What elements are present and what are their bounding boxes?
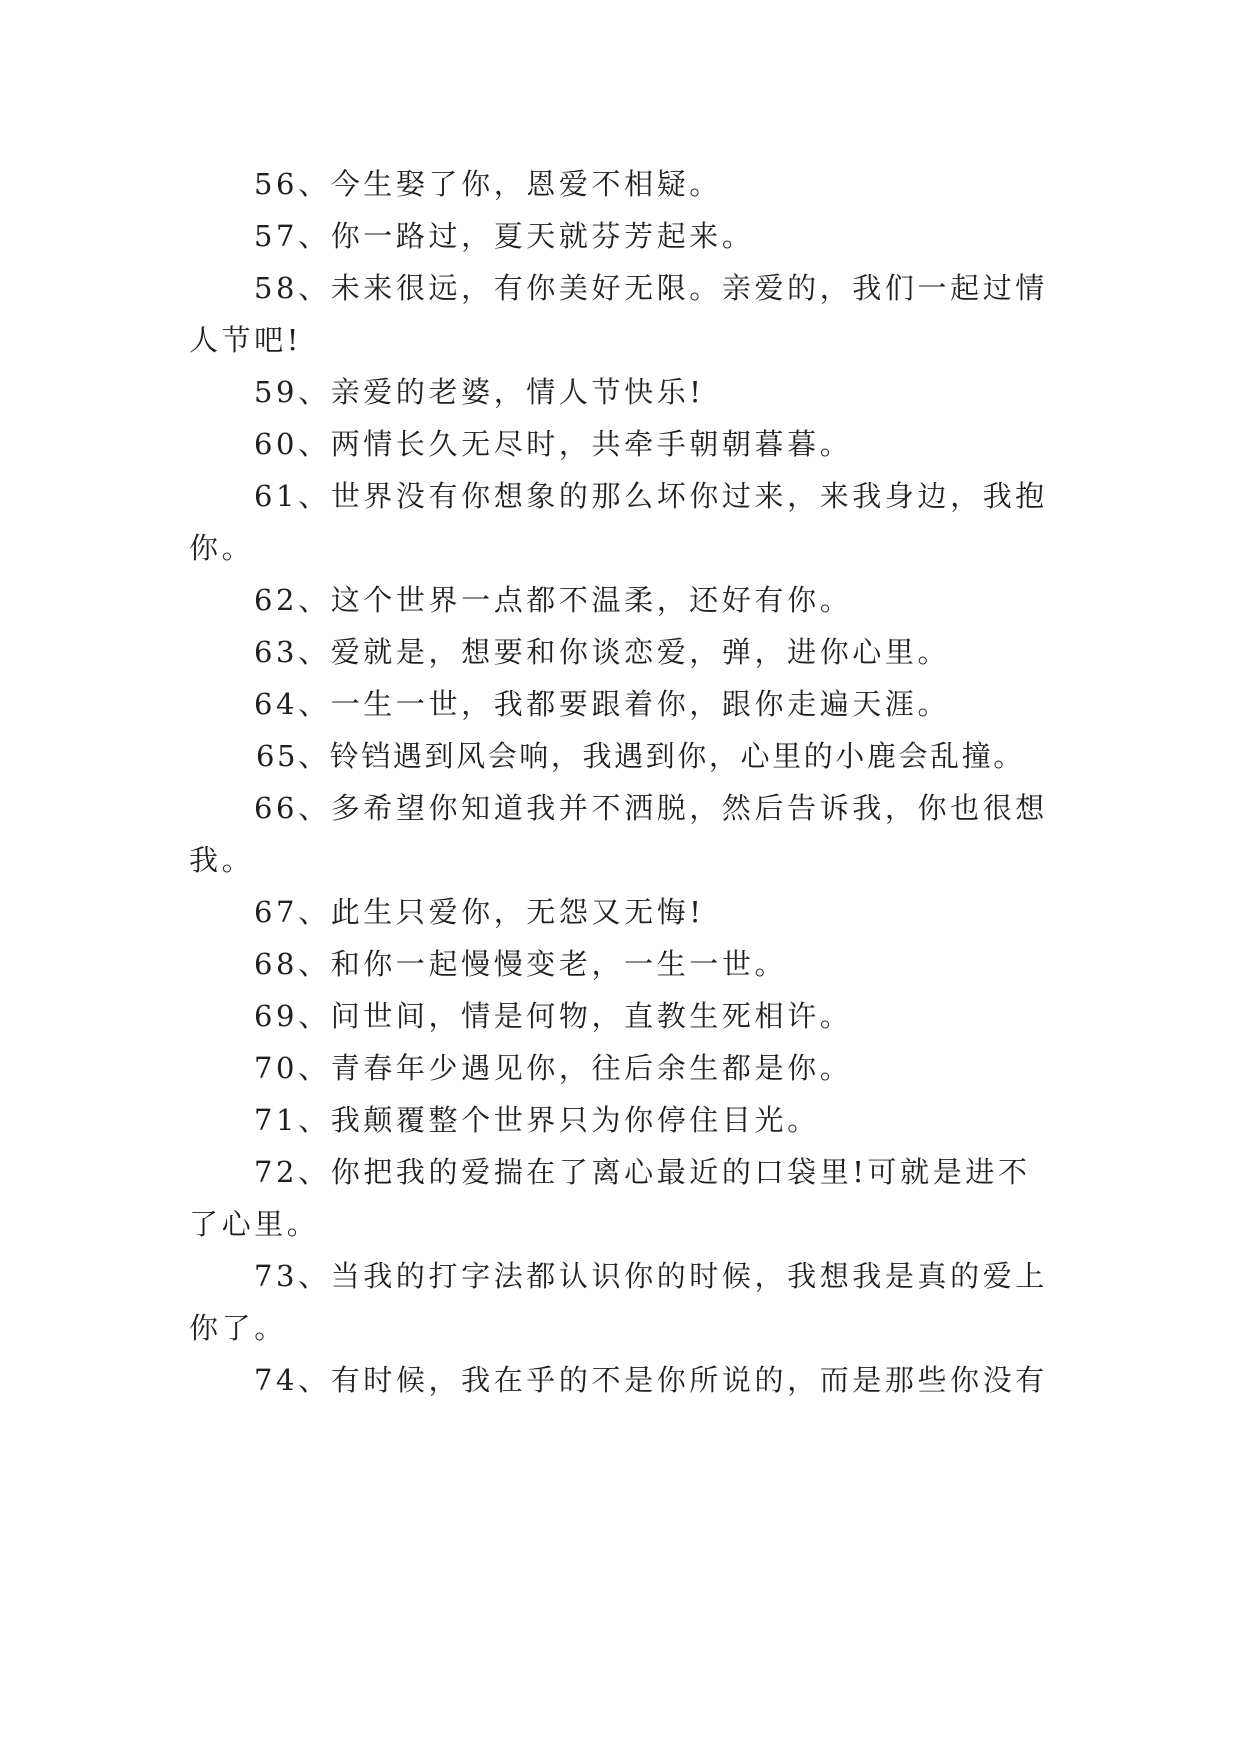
text-line-61: 61、世界没有你想象的那么坏你过来，来我身边，我抱	[254, 479, 1048, 513]
text-line-61-cont: 你。	[189, 531, 255, 565]
text-line-72-cont: 了心里。	[189, 1207, 320, 1241]
text-line-68: 68、和你一起慢慢变老，一生一世。	[254, 947, 788, 981]
text-line-73-cont: 你了。	[189, 1311, 287, 1345]
text-line-71: 71、我颠覆整个世界只为你停住目光。	[254, 1103, 820, 1137]
text-line-60: 60、两情长久无尽时，共牵手朝朝暮暮。	[254, 427, 853, 461]
text-line-69: 69、问世间，情是何物，直教生死相许。	[254, 999, 853, 1033]
text-line-66-cont: 我。	[189, 843, 255, 877]
text-line-56: 56、今生娶了你，恩爱不相疑。	[254, 167, 722, 201]
text-line-64: 64、一生一世，我都要跟着你，跟你走遍天涯。	[254, 687, 951, 721]
text-line-74: 74、有时候，我在乎的不是你所说的，而是那些你没有	[254, 1363, 1048, 1397]
text-line-70: 70、青春年少遇见你，往后余生都是你。	[254, 1051, 853, 1085]
text-line-59: 59、亲爱的老婆，情人节快乐!	[254, 375, 705, 409]
text-line-67: 67、此生只爱你，无怨又无悔!	[254, 895, 705, 929]
text-line-63: 63、爱就是，想要和你谈恋爱，弹，进你心里。	[254, 635, 951, 669]
text-line-73: 73、当我的打字法都认识你的时候，我想我是真的爱上	[254, 1259, 1048, 1293]
text-line-72: 72、你把我的爱揣在了离心最近的口袋里!可就是进不	[254, 1155, 1031, 1189]
text-line-65: 65、铃铛遇到风会响，我遇到你，心里的小鹿会乱撞。	[256, 739, 1025, 773]
text-line-66: 66、多希望你知道我并不洒脱，然后告诉我，你也很想	[254, 791, 1048, 825]
text-line-57: 57、你一路过，夏天就芬芳起来。	[254, 219, 755, 253]
text-line-62: 62、这个世界一点都不温柔，还好有你。	[254, 583, 853, 617]
text-line-58-cont: 人节吧!	[189, 323, 303, 357]
text-line-58: 58、未来很远，有你美好无限。亲爱的，我们一起过情	[254, 271, 1048, 305]
